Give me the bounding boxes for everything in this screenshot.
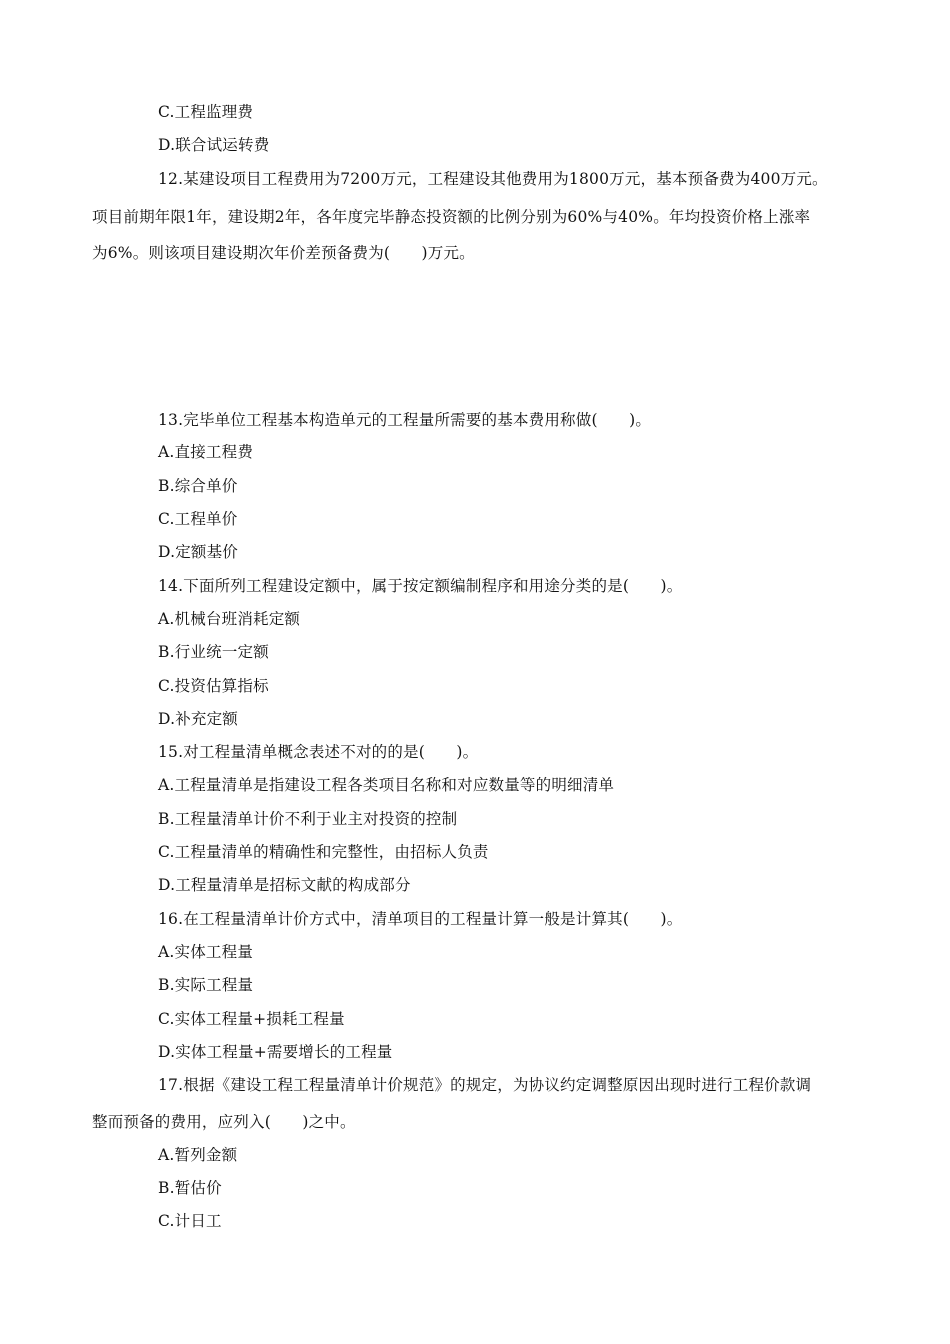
option-line: D.实体工程量+需要增长的工程量 xyxy=(158,1043,393,1061)
option-line: C.工程量清单的精确性和完整性，由招标人负责 xyxy=(158,843,489,861)
option-line: B.工程量清单计价不利于业主对投资的控制 xyxy=(158,810,458,828)
option-line: D.定额基价 xyxy=(158,543,239,561)
option-line: A.机械台班消耗定额 xyxy=(158,610,301,628)
question-13: 13.完毕单位工程基本构造单元的工程量所需要的基本费用称做( )。 xyxy=(158,411,652,429)
option-line: A.实体工程量 xyxy=(158,943,254,961)
question-12-line-2: 项目前期年限1年，建设期2年，各年度完毕静态投资额的比例分别为60%与40%。年均投资价格上涨率 xyxy=(92,208,811,226)
option-line: C.投资估算指标 xyxy=(158,677,269,695)
option-line: C.工程监理费 xyxy=(158,103,254,121)
option-line: B.实际工程量 xyxy=(158,976,254,994)
option-line: C.实体工程量+损耗工程量 xyxy=(158,1010,345,1028)
option-line: D.联合试运转费 xyxy=(158,136,270,154)
option-line: A.直接工程费 xyxy=(158,443,254,461)
question-17-line-1: 17.根据《建设工程工程量清单计价规范》的规定，为协议约定调整原因出现时进行工程价款调 xyxy=(158,1076,812,1094)
option-line: B.综合单价 xyxy=(158,477,238,495)
question-12-line-1: 12.某建设项目工程费用为7200万元，工程建设其他费用为1800万元，基本预备费为400万元。 xyxy=(158,170,828,188)
question-12-line-3: 为6%。则该项目建设期次年价差预备费为( )万元。 xyxy=(92,244,475,262)
option-line: D.工程量清单是招标文献的构成部分 xyxy=(158,876,411,894)
option-line: C.工程单价 xyxy=(158,510,238,528)
question-14: 14.下面所列工程建设定额中，属于按定额编制程序和用途分类的是( )。 xyxy=(158,577,683,595)
question-16: 16.在工程量清单计价方式中，清单项目的工程量计算一般是计算其( )。 xyxy=(158,910,683,928)
question-17-line-2: 整而预备的费用，应列入( )之中。 xyxy=(92,1113,356,1131)
question-15: 15.对工程量清单概念表述不对的的是( )。 xyxy=(158,743,479,761)
option-line: D.补充定额 xyxy=(158,710,239,728)
option-line: C.计日工 xyxy=(158,1212,222,1230)
option-line: A.工程量清单是指建设工程各类项目名称和对应数量等的明细清单 xyxy=(158,776,615,794)
option-line: B.暂估价 xyxy=(158,1179,222,1197)
option-line: A.暂列金额 xyxy=(158,1146,238,1164)
option-line: B.行业统一定额 xyxy=(158,643,269,661)
